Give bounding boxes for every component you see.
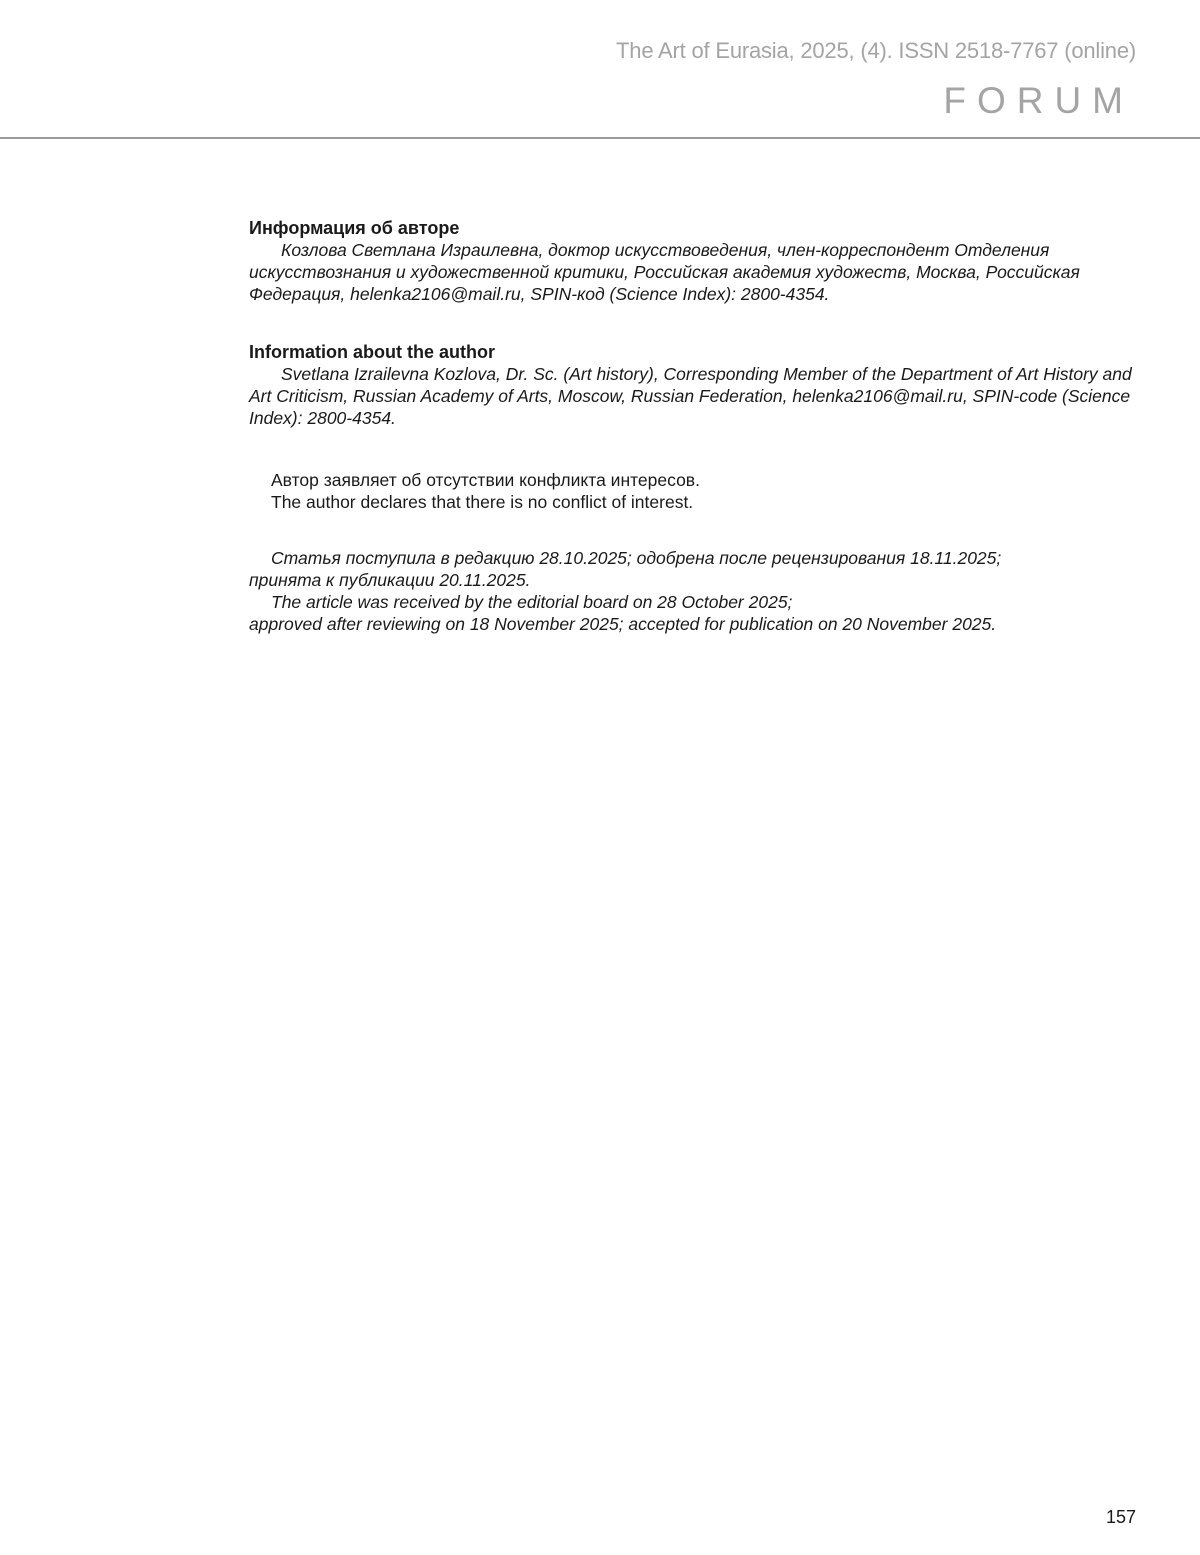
article-info [249,217,1134,635]
journal-citation: The Art of Eurasia, 2025, (4). ISSN 2518-7767 (online) [616,38,1136,63]
publication-dates [249,547,1134,635]
dates-en-line1: The article was received by the editorial board on 28 October 2025; [271,592,793,612]
dates-ru-line2: принята к публикации 20.11.2025. [249,570,531,590]
author-info-en [249,341,1134,429]
dates-en-line2: approved after reviewing on 18 November 2025; accepted for publication on 20 November 2025. [249,614,997,634]
header-divider [0,137,1200,139]
conflict-statement-ru: Автор заявляет об отсутствии конфликта интересов. [271,470,700,490]
author-info-ru [249,217,1134,305]
section-title: FORUM [943,80,1134,121]
author-info-ru-heading: Информация об авторе [249,218,460,238]
author-info-ru-text: Козлова Светлана Израилевна, доктор искусствоведения, член-корреспондент Отделения искусствознания и художественной критики, Российская академия художеств, Москва, Российская Федерация, helenka2106@mail.ru, SPIN-код (Science Index): 2800-4354. [249,240,1080,304]
conflict-statement [249,469,1134,513]
author-info-en-text: Svetlana Izrailevna Kozlova, Dr. Sc. (Art history), Corresponding Member of the Department of Art History and Art Criticism, Russian Academy of Arts, Moscow, Russian Federation, helenka2106@mail.ru, SPIN-code (Science Index): 2800-4354. [249,364,1132,428]
conflict-statement-en: The author declares that there is no conflict of interest. [271,492,694,512]
page-number: 157 [1105,1507,1136,1527]
author-info-en-heading: Information about the author [249,342,495,362]
dates-ru-line1: Статья поступила в редакцию 28.10.2025; одобрена после рецензирования 18.11.2025; [271,548,1002,568]
